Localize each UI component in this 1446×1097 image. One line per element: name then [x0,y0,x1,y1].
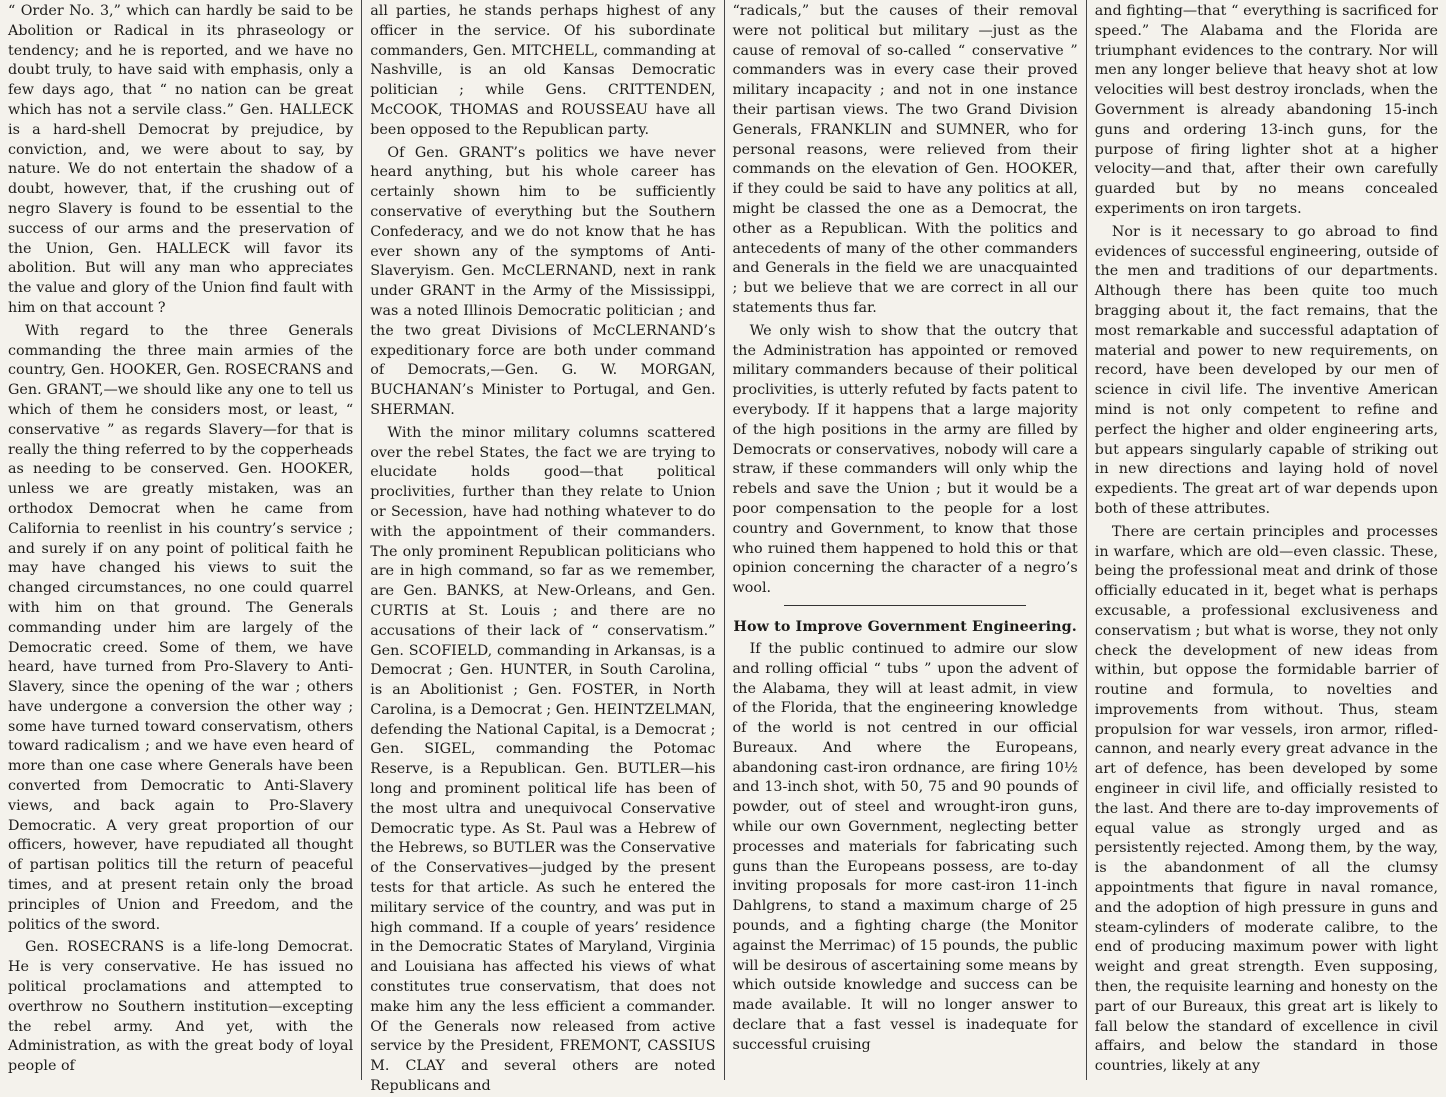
column-2 [362,0,723,1095]
paragraph: With regard to the three Generals commanding the three main armies of the country, Gen. HOOKER, Gen. ROSECRANS and Gen. GRANT,—we should like any one to tell us which of them he considers most, or least, “ conservative ” as regards Slavery—for that is really the thing referred to by the copperheads as needing to be conserved. Gen. HOOKER, unless we are greatly mistaken, was an orthodox Democrat when he came from California to reenlist in his country’s service ; and surely if on any point of political faith he may have changed his views to suit the changed circumstances, no one could quarrel with him on that ground. The Generals commanding under him are largely of the Democratic creed. Some of them, we have heard, have turned from Pro-Slavery to Anti-Slavery, since the opening of the war ; others have undergone a conversion the other way ; some have turned toward conservatism, others toward radicalism ; and we have even heard of more than one case where Generals have been converted from Democratic to Anti-Slavery views, and back again to Pro-Slavery Democratic. A very great proportion of our officers, however, have repudiated all thought of partisan politics till the return of peaceful times, and at present retain only the broad principles of Union and Freedom, and the politics of the sword. [8,322,354,933]
paragraph: Nor is it necessary to go abroad to find evidences of successful engineering, outside of the men and traditions of our departments. Although there has been quite too much bragging about it, the fact remains, that the most remarkable and successful adaptation of material and power to new requirements, on record, have been developed by our men of science in civil life. The inventive American mind is not only competent to refine and perfect the higher and older engineering arts, but appears singularly capable of striking out in new directions and laying hold of novel expedients. The great art of war depends upon both of these attributes. [1094,223,1438,517]
paragraph: “radicals,” but the causes of their removal were not political but military —just as the cause of removal of so-called “ conservative ” commanders was in every case their proved military incapacity ; and not in one instance their partisan views. The two Grand Division Generals, FRANKLIN and SUMNER, who for personal reasons, were relieved from their commands on the elevation of Gen. HOOKER, if they could be said to have any politics at all, might be classed the one as a Democrat, the other as a Republican. With the politics and antecedents of many of the other commanders and Generals in the field we are unacquainted ; but we believe that we are correct in all our statements thus far. [732,3,1078,316]
column-4 [1087,0,1446,1080]
paragraph: and fighting—that “ everything is sacrificed for speed.” The Alabama and the Florida are triumphant evidences to the contrary. Nor will men any longer believe that heavy shot at low velocities will best destroy ironclads, when the Government is already abandoning 15-inch guns and ordering 13-inch guns, for the purpose of firing lighter shot at a higher velocity—and that, after their own carefully guarded but by no means concealed experiments on iron targets. [1094,3,1438,217]
paragraph: With the minor military columns scattered over the rebel States, the fact we are trying to elucidate holds good—that political proclivities, further than they relate to Union or Secession, have had nothing whatever to do with the appointment of their commanders. The only prominent Republican politicians who are in high command, so far as we remember, are Gen. BANKS, at New-Orleans, and Gen. CURTIS at St. Louis ; and there are no accusations of their lack of “ conservatism.” Gen. SCOFIELD, commanding in Arkansas, is a Democrat ; Gen. HUNTER, in South Carolina, is an Abolitionist ; Gen. FOSTER, in North Carolina, is a Democrat ; Gen. HEINTZELMAN, defending the National Capital, is a Democrat ; Gen. SIGEL, commanding the Potomac Reserve, is a Republican. Gen. BUTLER—his long and prominent political life has been of the most ultra and unequivocal Conservative Democratic type. As St. Paul was a Hebrew of the Hebrews, so BUTLER was the Conservative of the Conservatives—judged by the present tests for that article. As such he entered the military service of the country, and was put in high command. If a couple of years’ residence in the Democratic States of Maryland, Virginia and Louisiana has affected his views of what constitutes true conservatism, that does not make him any the less efficient a commander. Of the Generals now released from active service by the President, FREMONT, CASSIUS M. CLAY and several others are noted Republicans and [370,424,716,1095]
paragraph: “ Order No. 3,” which can hardly be said to be Abolition or Radical in its phraseology or tendency; and he is reported, and we have no doubt truly, to have said with emphasis, only a few days ago, that “ no nation can be great which has not a servile class.” Gen. HALLECK is a hard-shell Democrat by prejudice, by conviction, and, we were about to say, by nature. We do not entertain the shadow of a doubt, however, that, if the crushing out of negro Slavery is found to be essential to the success of our arms and the preservation of the Union, Gen. HALLECK will favor its abolition. But will any man who appreciates the value and glory of the Union find fault with him on that account ? [8,3,354,316]
paragraph: There are certain principles and processes in warfare, which are old—even classic. These, being the professional meat and drink of those officially educated in it, beget what is perhaps excusable, a professional exclusiveness and conservatism ; but what is worse, they not only check the development of new ideas from within, but oppose the formidable barrier of routine and formula, to novelties and improvements from without. Thus, steam propulsion for war vessels, iron armor, rifled-cannon, and nearly every great advance in the art of defence, has been developed by some engineer in civil life, and officially resisted to the last. And there are to-day improvements of equal value as strongly urged and as persistently rejected. Among them, by the way, is the abandonment of all the clumsy appointments that figure in naval romance, and the adoption of high pressure in guns and steam-cylinders of moderate calibre, to the end of producing maximum power with light weight and great strength. Even supposing, then, the requisite learning and honesty on the part of our Bureaux, this great art is likely to fall below the standard of excellence in civil affairs, and below the standard in those countries, likely at any [1094,523,1438,1075]
paragraph: We only wish to show that the outcry that the Administration has appointed or removed military commanders because of their political proclivities, is utterly refuted by facts patent to everybody. If it happens that a large majority of the high positions in the army are filled by Democrats or conservatives, nobody will care a straw, if these commanders will only whip the rebels and save the Union ; but it would be a poor compensation to the people for a lost country and Government, to know that those who ruined them happened to hold this or that opinion concerning the character of a negro’s wool. [732,322,1078,597]
column-1 [0,0,361,1080]
paragraph: If the public continued to admire our slow and rolling official “ tubs ” upon the advent of the Alabama, they will at least admit, in view of the Florida, that the engineering knowledge of the world is not centred in our official Bureaux. And where the Europeans, abandoning cast-iron ordnance, are firing 10½ and 13-inch shot, with 50, 75 and 90 pounds of powder, out of steel and wrought-iron guns, while our own Government, neglecting better processes and materials for fabricating such guns than the Europeans possess, are to-day inviting proposals for more cast-iron 11-inch Dahlgrens, to stand a maximum charge of 25 pounds, and a fighting charge (the Monitor against the Merrimac) of 15 pounds, the public will be desirous of ascertaining some means by which outside knowledge and success can be made available. It will no longer answer to declare that a fast vessel is inadequate for successful cruising [732,640,1078,1053]
paragraph: Of Gen. GRANT’s politics we have never heard anything, but his whole career has certainly shown him to be sufficiently conservative of everything but the Southern Confederacy, and we do not know that he has ever shown any of the symptoms of Anti-Slaveryism. Gen. McCLERNAND, next in rank under GRANT in the Army of the Mississippi, was a noted Illinois Democratic politician ; and the two great Divisions of McCLERNAND’s expeditionary force are both under command of Democrats,—Gen. G. W. MORGAN, BUCHANAN’s Minister to Portugal, and Gen. SHERMAN. [370,144,716,418]
section-divider [784,605,1026,606]
paragraph: all parties, he stands perhaps highest of any officer in the service. Of his subordinate commanders, Gen. MITCHELL, commanding at Nashville, is an old Kansas Democratic politician ; while Gens. CRITTENDEN, McCOOK, THOMAS and ROUSSEAU have all been opposed to the Republican party. [370,3,716,138]
column-3 [725,0,1086,1080]
article-headline: How to Improve Government Engineering. [733,618,1077,635]
paragraph: Gen. ROSECRANS is a life-long Democrat. He is very conservative. He has issued no political proclamations and attempted to overthrow no Southern institution—excepting the rebel army. And yet, with the Administration, as with the great body of loyal people of [8,939,354,1075]
